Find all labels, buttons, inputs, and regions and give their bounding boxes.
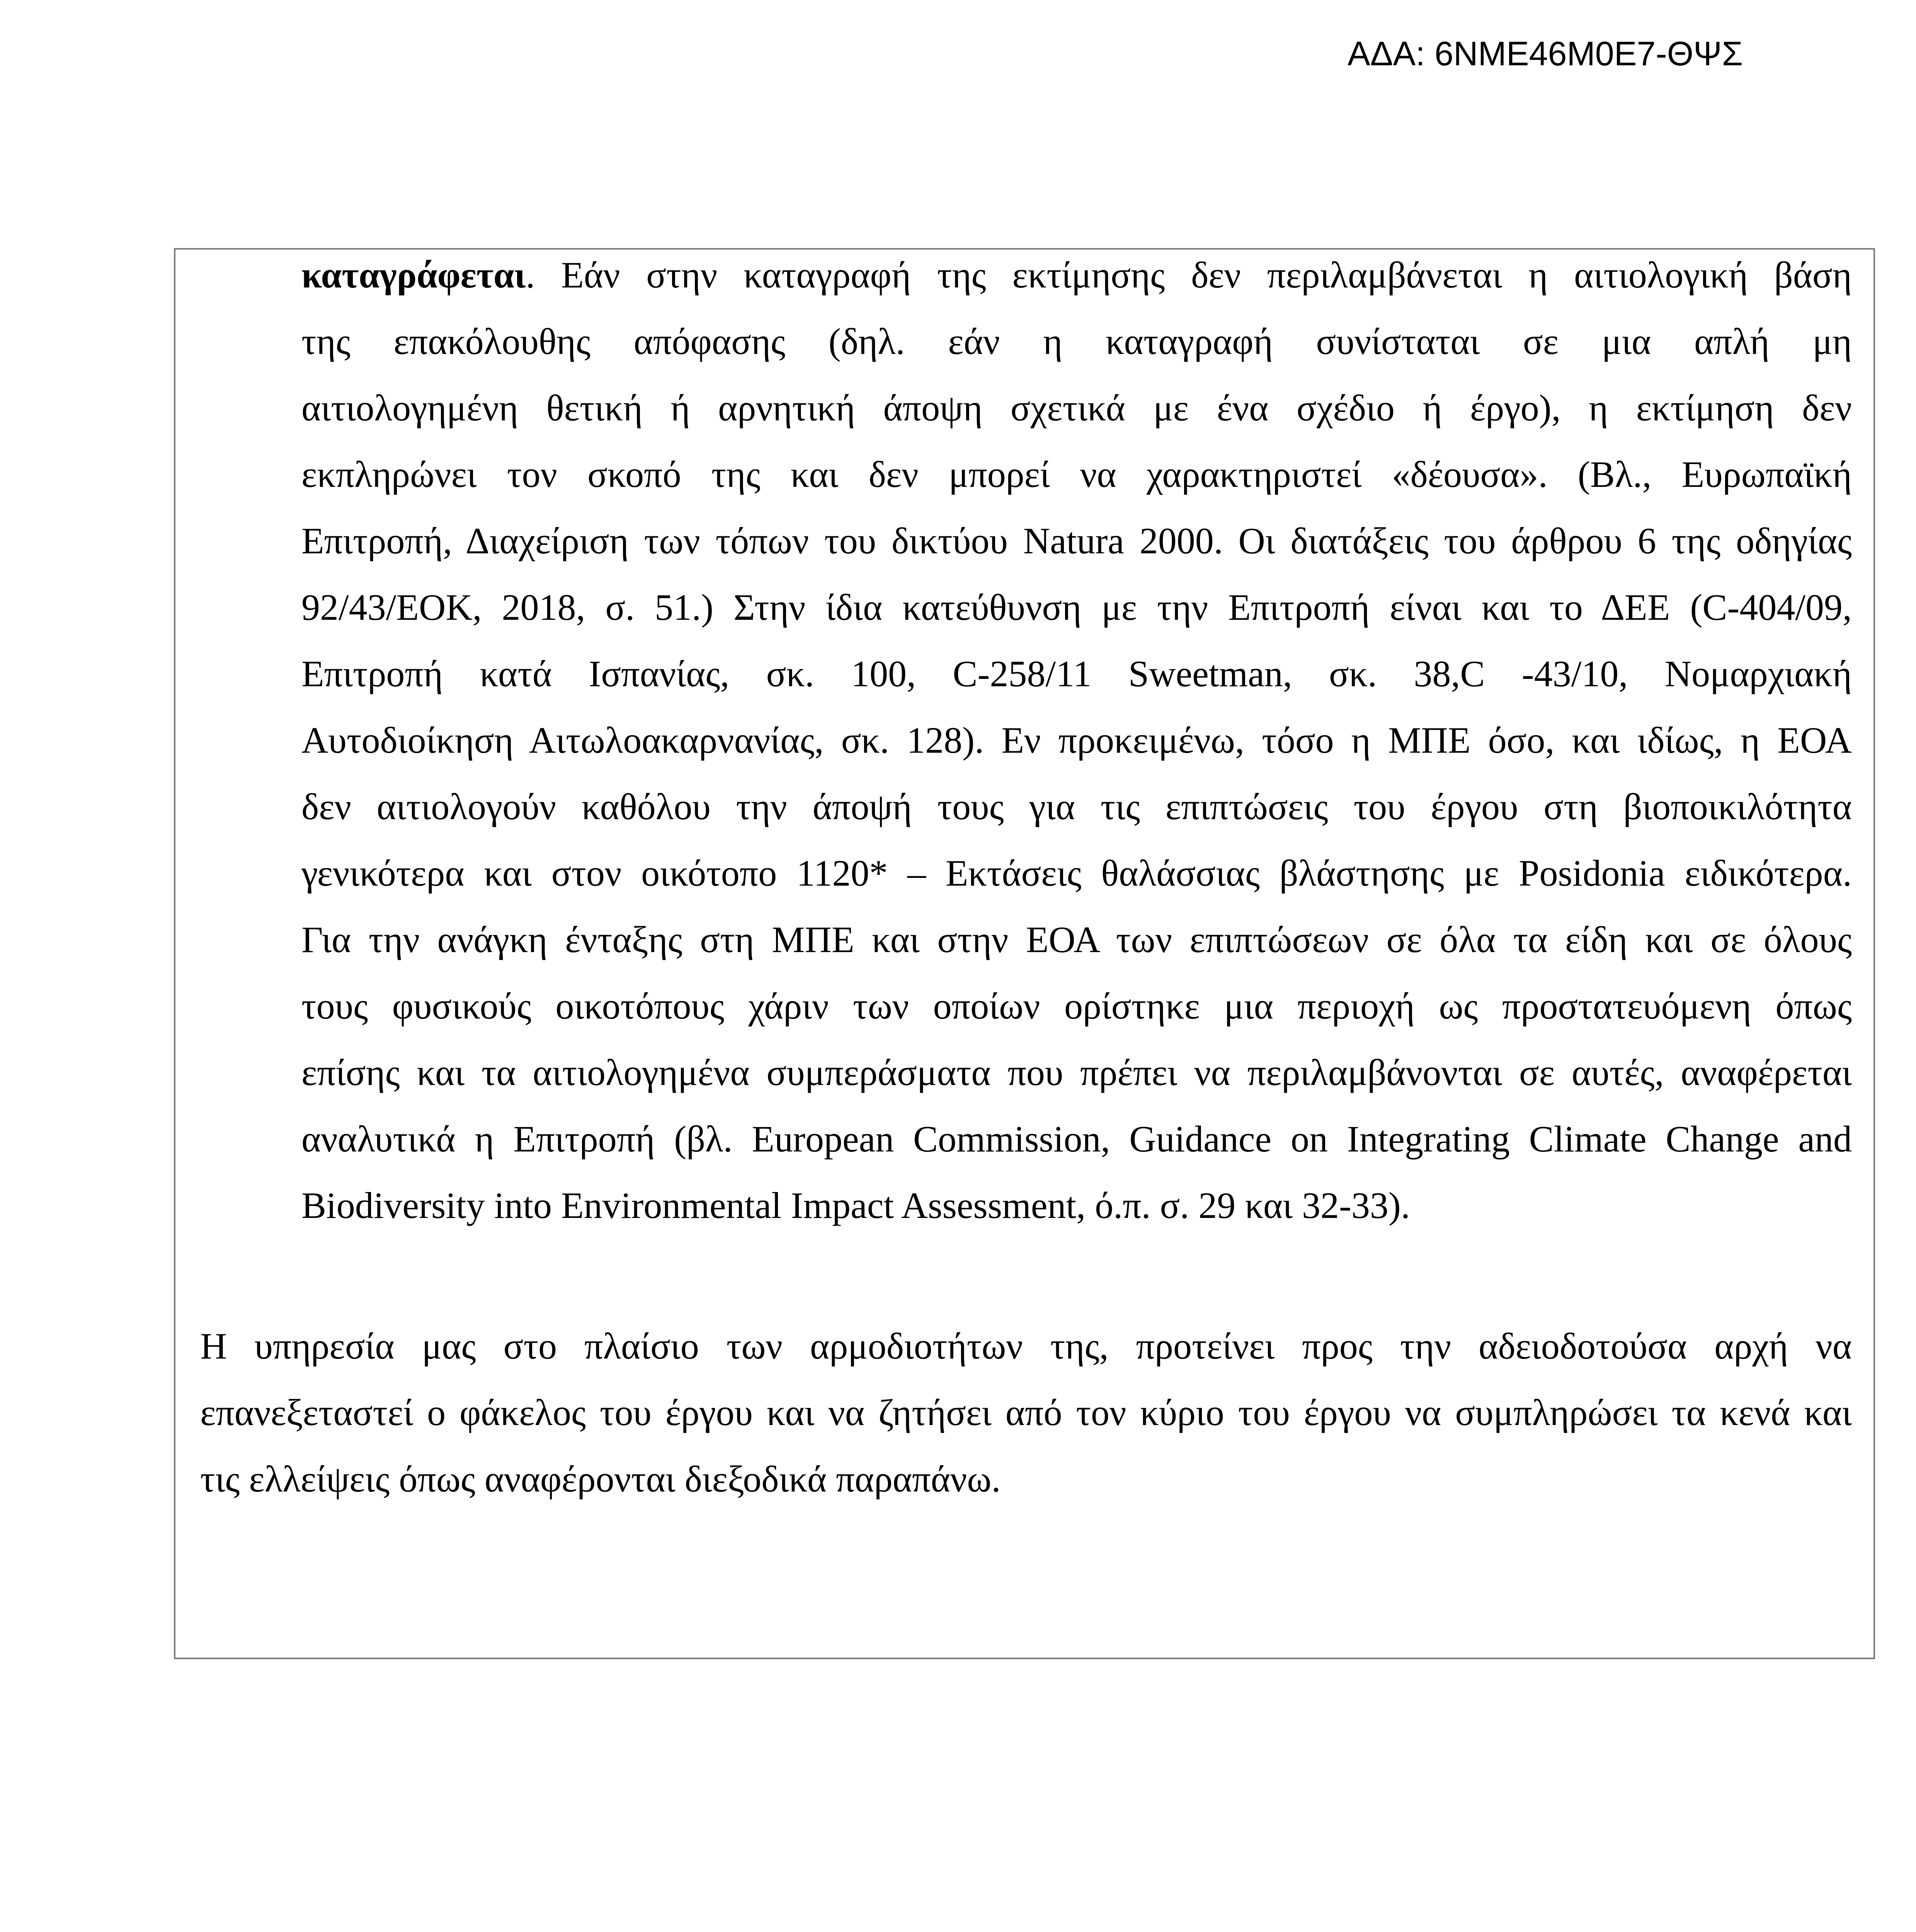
text-line: τις ελλείψεις όπως αναφέρονται διεξοδικά παραπάνω. [200, 1458, 1001, 1500]
conclusion-paragraph [200, 1313, 1852, 1512]
text-line: Επιτροπή κατά Ισπανίας, σκ. 100, C-258/11 Sweetman, σκ. 38,C -43/10, Νομαρχιακή [301, 653, 1852, 694]
text-line: Για την ανάγκη ένταξης στη ΜΠΕ και στην ΕΟΑ των επιπτώσεων σε όλα τα είδη και σε όλους [301, 919, 1852, 960]
text-line: 92/43/ΕΟΚ, 2018, σ. 51.) Στην ίδια κατεύθυνση με την Επιτροπή είναι και το ΔΕΕ (C-404/09, [301, 587, 1852, 628]
text-line: Η υπηρεσία μας στο πλαίσιο των αρμοδιοτήτων της, προτείνει προς την αδειοδοτούσα αρχή να [200, 1325, 1852, 1367]
text-line: Biodiversity into Environmental Impact Assessment, ό.π. σ. 29 και 32-33). [301, 1185, 1410, 1226]
text-line: γενικότερα και στον οικότοπο 1120* – Εκτάσεις θαλάσσιας βλάστησης με Posidonia ειδικότερα. [301, 852, 1852, 894]
text-line: επανεξεταστεί ο φάκελος του έργου και να ζητήσει από τον κύριο του έργου να συμπληρώσει τα κενά και [200, 1392, 1852, 1433]
text-line: αιτιολογημένη θετική ή αρνητική άποψη σχετικά με ένα σχέδιο ή έργο), η εκτίμηση δεν [301, 387, 1852, 429]
ada-document-code: ΑΔΑ: 6ΝΜΕ46Μ0Ε7-ΘΨΣ [1348, 34, 1743, 73]
text-line: αναλυτικά η Επιτροπή (βλ. European Commission, Guidance on Integrating Climate Change and [301, 1118, 1852, 1160]
text-line: επίσης και τα αιτιολογημένα συμπεράσματα που πρέπει να περιλαμβάνονται σε αυτές, αναφέρεται [301, 1052, 1852, 1093]
text-line: της επακόλουθης απόφασης (δηλ. εάν η καταγραφή συνίσταται σε μια απλή μη [301, 321, 1852, 362]
text-line: Επιτροπή, Διαχείριση των τόπων του δικτύου Natura 2000. Οι διατάξεις του άρθρου 6 της οδηγίας [301, 520, 1852, 561]
bold-term: καταγράφεται [301, 254, 526, 296]
text-line: εκπληρώνει τον σκοπό της και δεν μπορεί να χαρακτηριστεί «δέουσα». (Βλ., Ευρωπαϊκή [301, 454, 1852, 495]
text-line: καταγράφεται. Εάν στην καταγραφή της εκτίμησης δεν περιλαμβάνεται η αιτιολογική βάση [301, 254, 1852, 296]
text-line: τους φυσικούς οικοτόπους χάριν των οποίων ορίστηκε μια περιοχή ως προστατευόμενη όπως [301, 985, 1852, 1027]
text-line: δεν αιτιολογούν καθόλου την άποψή τους για τις επιπτώσεις του έργου στη βιοποικιλότητα [301, 786, 1852, 827]
quoted-paragraph [301, 242, 1852, 1239]
text-line: Αυτοδιοίκηση Αιτωλοακαρνανίας, σκ. 128). Εν προκειμένω, τόσο η ΜΠΕ όσο, και ιδίως, η ΕΟΑ [301, 719, 1852, 761]
